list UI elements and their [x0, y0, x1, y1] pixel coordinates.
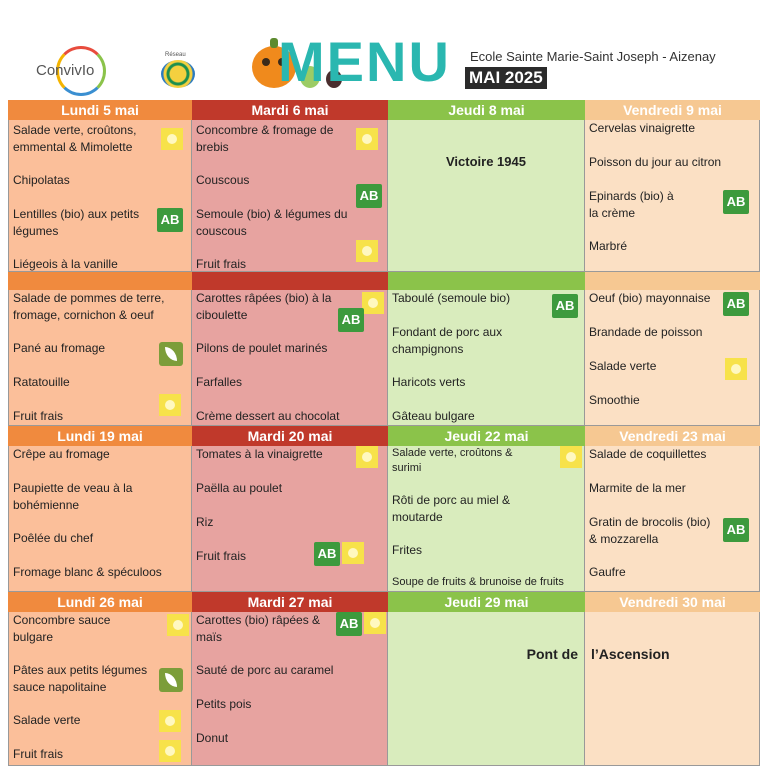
menu-item: Rôti de porc au miel & moutarde	[392, 493, 511, 524]
menu-item: Semoule (bio) & légumes du couscous	[196, 207, 348, 238]
menu-grid	[8, 100, 760, 766]
day-header: Jeudi 22 mai	[388, 426, 585, 446]
school-name: Ecole Sainte Marie-Saint Joseph - Aizenay	[470, 49, 716, 64]
day-header: Lundi 19 mai	[8, 426, 192, 446]
reseau-logo	[155, 52, 199, 92]
menu-item: Chipolatas	[13, 173, 70, 187]
day-cell	[8, 290, 192, 426]
sun-icon	[725, 358, 747, 380]
menu-item: Lentilles (bio) aux petits légumes	[13, 207, 140, 238]
ab-organic-icon: AB	[552, 294, 578, 318]
day-header-blank	[388, 272, 585, 290]
day-header: Lundi 26 mai	[8, 592, 192, 612]
menu-item: Paëlla au poulet	[196, 481, 283, 495]
menu-item: Soupe de fruits & brunoise de fruits	[392, 576, 564, 588]
column-monday	[8, 100, 192, 766]
sun-icon	[342, 542, 364, 564]
day-cell	[585, 290, 760, 426]
menu-item: Salade verte, croûtons, emmental & Mimolette	[13, 123, 137, 154]
menu-item: Petits pois	[196, 697, 252, 711]
holiday-label: Victoire 1945	[446, 154, 526, 169]
menu-item: Tomates à la vinaigrette	[196, 447, 323, 461]
menu-item: Marbré	[589, 239, 628, 253]
menu-item: Donut	[196, 731, 229, 745]
day-header: Vendredi 30 mai	[585, 592, 760, 612]
day-cell	[192, 612, 388, 766]
menu-item: Farfalles	[196, 375, 243, 389]
leaf-icon	[159, 668, 183, 692]
sun-icon	[362, 292, 384, 314]
day-cell	[388, 290, 585, 426]
menu-item: Fruit frais	[13, 747, 64, 761]
menu-item: Frites	[392, 543, 422, 557]
menu-item: Pané au fromage	[13, 341, 106, 355]
menu-item: Taboulé (semoule bio)	[392, 291, 511, 305]
menu-item: Concombre & fromage de brebis	[196, 123, 334, 154]
reseau-logo-text: Réseau	[165, 52, 186, 58]
day-header: Mardi 27 mai	[192, 592, 388, 612]
menu-item: Poêlée du chef	[13, 531, 94, 545]
day-header-blank	[192, 272, 388, 290]
menu-item: Smoothie	[589, 393, 640, 407]
menu-item: Cervelas vinaigrette	[589, 121, 696, 135]
day-header-blank	[8, 272, 192, 290]
menu-item: Fruit frais	[196, 257, 247, 271]
menu-item: Pilons de poulet marinés	[196, 341, 328, 355]
day-cell	[388, 446, 585, 592]
sun-icon	[364, 612, 386, 634]
menu-item: Salade verte	[13, 713, 81, 727]
day-cell	[585, 612, 760, 766]
month-badge: MAI 2025	[465, 67, 547, 89]
day-cell	[388, 120, 585, 272]
menu-item: Couscous	[196, 173, 250, 187]
menu-item: Ratatouille	[13, 375, 70, 389]
day-header: Lundi 5 mai	[8, 100, 192, 120]
menu-item: Pâtes aux petits légumes sauce napolitaine	[13, 663, 148, 694]
menu-item: Epinards (bio) à la crème	[589, 189, 674, 220]
sun-icon	[159, 710, 181, 732]
day-cell	[192, 120, 388, 272]
ab-organic-icon: AB	[356, 184, 382, 208]
column-friday	[585, 100, 760, 766]
menu-item: Crème dessert au chocolat	[196, 409, 340, 423]
sun-icon	[161, 128, 183, 150]
menu-item: Riz	[196, 515, 214, 529]
sun-icon	[356, 446, 378, 468]
convivio-logo-text: ConvivIo	[36, 62, 95, 79]
menu-item: Carottes râpées (bio) à la ciboulette	[196, 291, 332, 322]
day-cell	[585, 120, 760, 272]
day-header: Jeudi 29 mai	[388, 592, 585, 612]
ab-organic-icon: AB	[338, 308, 364, 332]
ab-organic-icon: AB	[723, 292, 749, 316]
ab-organic-icon: AB	[723, 518, 749, 542]
menu-item: Fondant de porc aux champignons	[392, 325, 503, 356]
day-header: Vendredi 23 mai	[585, 426, 760, 446]
sun-icon	[159, 740, 181, 762]
day-cell	[8, 120, 192, 272]
sun-icon	[560, 446, 582, 468]
page-header	[0, 0, 768, 100]
sun-icon	[356, 128, 378, 150]
menu-item: Liégeois à la vanille	[13, 257, 118, 271]
day-header: Mardi 20 mai	[192, 426, 388, 446]
reseau-emblem-icon	[161, 60, 195, 88]
column-thursday	[388, 100, 585, 766]
menu-item: Sauté de porc au caramel	[196, 663, 334, 677]
day-cell	[585, 446, 760, 592]
menu-item: Salade verte, croûtons & surimi	[392, 447, 513, 474]
menu-item: Fruit frais	[196, 549, 247, 563]
menu-item: Crêpe au fromage	[13, 447, 110, 461]
ab-organic-icon: AB	[723, 190, 749, 214]
sun-icon	[159, 394, 181, 416]
convivio-logo	[30, 44, 116, 100]
day-cell	[8, 446, 192, 592]
menu-item: Salade verte	[589, 359, 657, 373]
menu-item: Gâteau bulgare	[392, 409, 475, 423]
menu-item: Salade de pommes de terre, fromage, cornichon & oeuf	[13, 291, 165, 322]
ab-organic-icon: AB	[314, 542, 340, 566]
holiday-label: l’Ascension	[591, 646, 670, 662]
menu-item: Paupiette de veau à la bohémienne	[13, 481, 133, 512]
menu-item: Fromage blanc & spéculoos	[13, 565, 162, 579]
menu-item: Gaufre	[589, 565, 626, 579]
day-cell	[388, 612, 585, 766]
sun-icon	[167, 614, 189, 636]
menu-item: Brandade de poisson	[589, 325, 703, 339]
day-cell	[8, 612, 192, 766]
day-cell	[192, 446, 388, 592]
day-cell	[192, 290, 388, 426]
holiday-label: Pont de	[526, 646, 578, 662]
menu-title: MENU	[278, 30, 451, 93]
day-header: Jeudi 8 mai	[388, 100, 585, 120]
menu-item: Haricots verts	[392, 375, 466, 389]
day-header-blank	[585, 272, 760, 290]
menu-item: Carottes (bio) râpées & maïs	[196, 613, 321, 644]
column-tuesday	[192, 100, 388, 766]
menu-item: Salade de coquillettes	[589, 447, 707, 461]
menu-item: Oeuf (bio) mayonnaise	[589, 291, 711, 305]
menu-item: Fruit frais	[13, 409, 64, 423]
sun-icon	[356, 240, 378, 262]
leaf-icon	[159, 342, 183, 366]
menu-item: Gratin de brocolis (bio) & mozzarella	[589, 515, 711, 546]
ab-organic-icon: AB	[157, 208, 183, 232]
menu-item: Poisson du jour au citron	[589, 155, 722, 169]
menu-item: Concombre sauce bulgare	[13, 613, 111, 644]
ab-organic-icon: AB	[336, 612, 362, 636]
day-header: Mardi 6 mai	[192, 100, 388, 120]
day-header: Vendredi 9 mai	[585, 100, 760, 120]
menu-item: Marmite de la mer	[589, 481, 686, 495]
